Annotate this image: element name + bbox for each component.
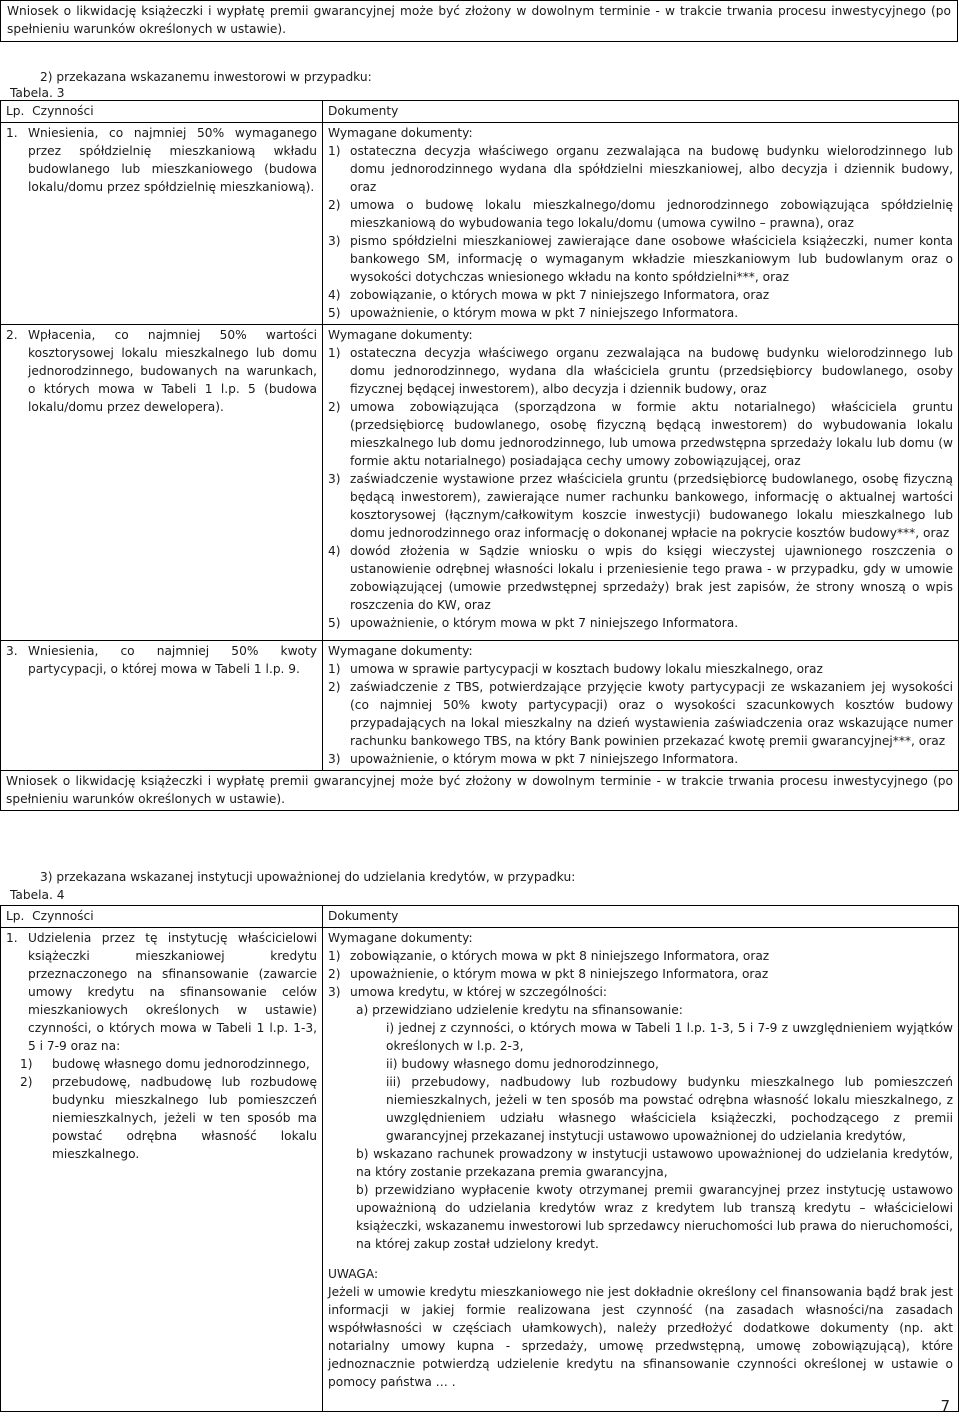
table-row (1, 928, 959, 1412)
table4-label: Tabela. 4 (10, 888, 65, 902)
uwaga-text: Jeżeli w umowie kredytu mieszkaniowego nie jest dokładnie określony cel finansowania bądź brak jest informacji w jakiej formie realizowana jest czynność (na zasadach własności/na zasadach współwłasności w częściach ułamkowych), należy przedłożyć dodatkowe dokumenty (np. akt notarialny umowy kupna - sprzedaży, umowę przedwstępną, umowę zobowiązującą), które jednoznacznie potwierdzą udzielenie kredytu na sfinansowanie czynności określonej w ustawie o pomocy państwa … . (328, 1285, 953, 1389)
docs-intro: Wymagane dokumenty: (328, 126, 473, 140)
table4 (0, 905, 959, 1412)
table-row (1, 123, 959, 325)
docs-intro: Wymagane dokumenty: (328, 931, 473, 945)
table4-header (1, 906, 959, 928)
table-row (1, 641, 959, 771)
list-item: b) wskazano rachunek prowadzony w instytucji ustawowo upoważnionej do udzielania kredytów, na który zostanie przekazana premia gwarancyjna, (356, 1147, 953, 1179)
col-dokumenty: Dokumenty (323, 101, 959, 123)
activity-text: Wpłacenia, co najmniej 50% wartości kosztorysowej lokalu mieszkalnego lub domu jednorodzinnego, budowanych na warunkach, o których mowa w Tabeli 1 l.p. 5 (budowa lokalu/domu przez dewelopera). (28, 328, 317, 414)
list-item: b) przewidziano wypłacenie kwoty otrzymanej premii gwarancyjnej przez instytucję ustawowo upoważnioną do udzielania kredytów wraz z kredytem lub transzą kredytu – właścicielowi książeczki, wskazanemu inwestorowi lub sprzedawcy nieruchomości lub prawa do nieruchomości, na której zakup został udzielony kredyt. (356, 1183, 953, 1251)
list-item: ii) budowy własnego domu jednorodzinnego, (386, 1057, 659, 1071)
table3-header-left (1, 101, 323, 123)
activity-text: Udzielenia przez tę instytucję właścicielowi książeczki mieszkaniowej kredytu przeznaczonego na sfinansowanie (zawarcie umowy kredytu na sfinansowanie celów mieszkaniowych określonych w ustawie) czynności, o których mowa w Tabeli 1 l.p. 1-3, 5 i 7-9 oraz na: (28, 931, 317, 1053)
col-lp: Lp. (6, 909, 25, 923)
list-item: 2) umowa zobowiązująca (sporządzona w formie aktu notarialnego) właściciela gruntu (przedsiębiorcę budowlanego, osobę fizyczną będącą inwestorem) do wybudowania lokalu mieszkalnego lub domu jednorodzinnego, lub umowa przedwstępna sprzedaży lokalu lub domu (w formie aktu notarialnego) posiadająca cechy umowy zobowiązującej, oraz (328, 400, 953, 468)
row-number: 2. (6, 328, 18, 342)
section2-title: 2) przekazana wskazanemu inwestorowi w przypadku: (40, 70, 372, 84)
col-lp: Lp. (6, 104, 25, 118)
col-dokumenty: Dokumenty (323, 906, 959, 928)
footer-note: Wniosek o likwidację książeczki i wypłatę premii gwarancyjnej może być złożony w dowolnym terminie - w trakcie trwania procesu inwestycyjnego (po spełnieniu warunków określonych w ustawie). (1, 771, 959, 811)
activity-text: Wniesienia, co najmniej 50% wymaganego przez spółdzielnię mieszkaniową wkładu budowlanego lub mieszkaniowego (budowa lokalu/domu przez spółdzielnię mieszkaniową). (28, 126, 317, 194)
list-item: 5) upoważnienie, o którym mowa w pkt 7 niniejszego Informatora. (328, 306, 739, 320)
docs-intro: Wymagane dokumenty: (328, 644, 473, 658)
table3-label: Tabela. 3 (10, 86, 65, 100)
top-note: Wniosek o likwidację książeczki i wypłatę premii gwarancyjnej może być złożony w dowolnym terminie - w trakcie trwania procesu inwestycyjnego (po spełnieniu warunków określonych w ustawie). (1, 1, 958, 42)
list-item: 2) umowa o budowę lokalu mieszkalnego/domu jednorodzinnego zobowiązująca spółdzielnię mieszkaniową do wybudowania tego lokalu/domu (umowa cywilno – prawna), oraz (328, 198, 953, 230)
activity-cell (1, 641, 323, 771)
row-number: 1. (6, 931, 18, 945)
list-item: 3) umowa kredytu, w której w szczególności: (328, 985, 607, 999)
list-item: 4) zobowiązanie, o których mowa w pkt 7 niniejszego Informatora, oraz (328, 288, 770, 302)
table3-footer-row (1, 771, 959, 811)
top-note-box (0, 0, 958, 42)
list-item: iii) przebudowy, nadbudowy lub rozbudowy budynku mieszkalnego lub pomieszczeń niemieszkalnych, jeżeli w ten sposób ma powstać odrębna własność lokalu mieszkalnego, z uwzględnieniem udziału własnego właściciela książeczki, pochodzącego z premii gwarancyjnej przekazanej instytucji ustawowo upoważnionej do udzielania kredytów, (386, 1075, 953, 1143)
col-czynnosci: Czynności (32, 909, 94, 923)
documents-cell (323, 928, 959, 1412)
table4-header-left (1, 906, 323, 928)
list-item: 1) ostateczna decyzja właściwego organu zezwalająca na budowę budynku wielorodzinnego lub domu jednorodzinnego, wydana dla właściciela gruntu (przedsiębiorcy budowlanego, osoby fizycznej będącej inwestorem), albo decyzja i dziennik budowy, oraz (328, 346, 953, 396)
docs-intro: Wymagane dokumenty: (328, 328, 473, 342)
table-row (1, 325, 959, 641)
list-item: 3) pismo spółdzielni mieszkaniowej zawierające dane osobowe właściciela książeczki, numer konta bankowego SM, informację o wymaganym wkładzie mieszkaniowym lub budowlanym oraz o wysokości dotychczas wniesionego wkładu na konto spółdzielni***, oraz (328, 234, 953, 284)
documents-cell (323, 641, 959, 771)
col-czynnosci: Czynności (32, 104, 94, 118)
row-number: 3. (6, 644, 18, 658)
list-item: 1) umowa w sprawie partycypacji w kosztach budowy lokalu mieszkalnego, oraz (328, 662, 823, 676)
list-item: a) przewidziano udzielenie kredytu na sfinansowanie: (356, 1003, 683, 1017)
activity-cell (1, 928, 323, 1412)
row-number: 1. (6, 126, 18, 140)
uwaga-note (328, 1265, 953, 1391)
table3-header (1, 101, 959, 123)
documents-cell (323, 123, 959, 325)
list-item: 1) ostateczna decyzja właściwego organu zezwalająca na budowę budynku wielorodzinnego lub domu jednorodzinnego wydana dla spółdzielni mieszkaniowej, albo decyzja i dziennik budowy, oraz (328, 144, 953, 194)
list-item: 5) upoważnienie, o którym mowa w pkt 7 niniejszego Informatora. (328, 616, 739, 630)
list-item: 3) upoważnienie, o którym mowa w pkt 7 niniejszego Informatora. (328, 752, 739, 766)
list-item: 2) zaświadczenie z TBS, potwierdzające przyjęcie kwoty partycypacji ze wskazaniem jej wysokości (co najmniej 50% kwoty partycypacji) oraz o wysokości szacunkowych kosztów budowy przypadających na lokal mieszkalny na dzień wystawienia zaświadczenia oraz wskazujące numer rachunku bankowego TBS, na który Bank powinien przekazać kwotę premii gwarancyjnej***, oraz (328, 680, 953, 748)
activity-cell (1, 123, 323, 325)
page-number: 7 (940, 1397, 950, 1415)
list-item: 2) przebudowę, nadbudowę lub rozbudowę budynku mieszkalnego lub pomieszczeń niemieszkalnych, jeżeli w ten sposób ma powstać odrębna własność lokalu mieszkalnego. (20, 1075, 317, 1161)
list-item: 1) zobowiązanie, o których mowa w pkt 8 niniejszego Informatora, oraz (328, 949, 770, 963)
section3-title: 3) przekazana wskazanej instytucji upoważnionej do udzielania kredytów, w przypadku: (40, 870, 576, 884)
table3 (0, 100, 959, 811)
activity-text: Wniesienia, co najmniej 50% kwoty partycypacji, o której mowa w Tabeli 1 l.p. 9. (28, 644, 317, 676)
uwaga-title: UWAGA: (328, 1267, 379, 1281)
list-item: 2) upoważnienie, o którym mowa w pkt 8 niniejszego Informatora, oraz (328, 967, 769, 981)
activity-cell (1, 325, 323, 641)
list-item: i) jednej z czynności, o których mowa w Tabeli 1 l.p. 1-3, 5 i 7-9 z uwzględnieniem wyjątków określonych w l.p. 2-3, (386, 1021, 953, 1053)
documents-cell (323, 325, 959, 641)
list-item: 4) dowód złożenia w Sądzie wniosku o wpis do księgi wieczystej ujawnionego roszczenia o ustanowienie odrębnej własności lokalu i przeniesienie tego prawa - w przypadku, gdy w umowie zobowiązującej (umowie przedwstępnej sprzedaży) brak jest zapisów, że strony wnoszą o wpis roszczenia do KW, oraz (328, 544, 953, 612)
list-item: 1) budowę własnego domu jednorodzinnego, (20, 1057, 310, 1071)
list-item: 3) zaświadczenie wystawione przez właściciela gruntu (przedsiębiorcę budowlanego, osobę fizyczną będącą inwestorem), zawierające numer rachunku bankowego, informację o aktualnej wartości kosztorysowej (łącznym/całkowitym koszcie inwestycji) budowanego lokalu mieszkalnego lub domu jednorodzinnego oraz informację o dokonanej wpłacie na pokrycie kosztów budowy***, oraz (328, 472, 953, 540)
